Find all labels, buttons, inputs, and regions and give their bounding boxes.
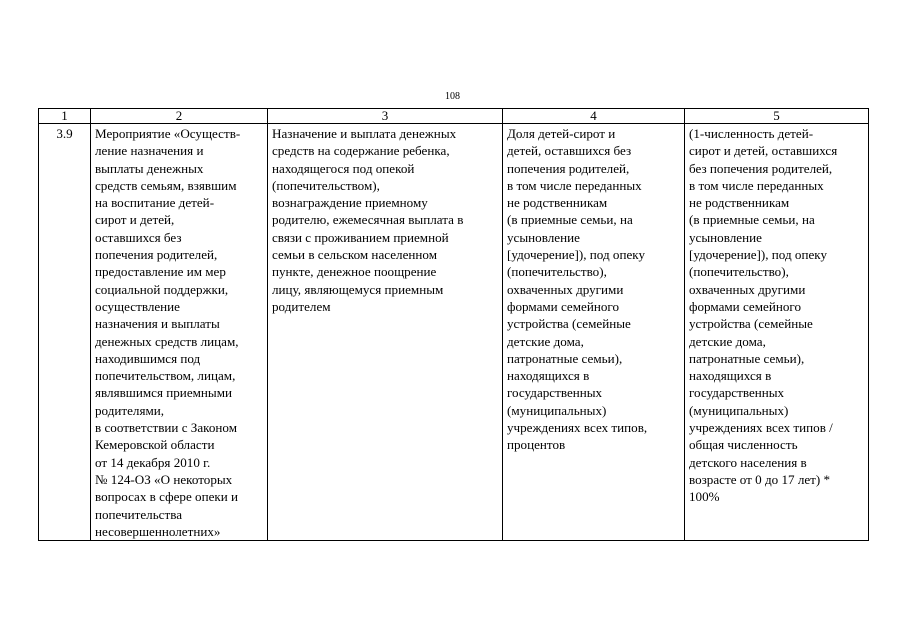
header-cell-2: 2 bbox=[91, 109, 268, 124]
purpose-cell bbox=[268, 124, 503, 541]
row-number: 3.9 bbox=[56, 126, 73, 141]
indicator-text: Доля детей-сирот и детей, оставшихся без попечения родителей, в том числе переданных не родственникам (в приемные семьи, на усыновление [удочерение]), под опеку (попечительство), охваченных другими формами семейного устройства (семейные детские дома, патронатные семьи), находящихся в государственных (муниципальных) учреждениях всех типов, процентов bbox=[507, 126, 648, 453]
purpose-text: Назначение и выплата денежных средств на содержание ребенка, находящегося под опекой (попечительством), вознаграждение приемному родителю, ежемесячная выплата в связи с проживанием приемной семьи в сельском населенном пункте, денежное поощрение лицу, являющемуся приемным родителем bbox=[272, 126, 464, 314]
indicator-cell bbox=[503, 124, 685, 541]
table-header-row bbox=[39, 109, 869, 124]
row-number-cell bbox=[39, 124, 91, 541]
measure-cell bbox=[91, 124, 268, 541]
measure-text: Мероприятие «Осуществ- ление назначения и выплаты денежных средств семьям, взявшим на воспитание детей- сирот и детей, оставшихся без попечения родителей, предоставление им мер социальной поддержки, осуществление назначения и выплаты денежных средств лицам, находившимся под попечительством, лицам, являвшимся приемными родителями, в соответствии с Законом Кемеровской области от 14 декабря 2010 г. № 124-ОЗ «О некоторых вопросах в сфере опеки и попечительства несовершеннолетних» bbox=[95, 126, 241, 539]
page-number: 108 bbox=[445, 91, 460, 102]
formula-text: (1-численность детей- сирот и детей, оставшихся без попечения родителей, в том числе переданных не родственникам (в приемные семьи, на усыновление [удочерение]), под опеку (попечительство), охваченных другими формами семейного устройства (семейные детские дома, патронатные семьи), находящихся в государственных (муниципальных) учреждениях всех типов / общая численность детского населения в возрасте от 0 до 17 лет) * 100% bbox=[689, 126, 838, 505]
document-table bbox=[38, 108, 869, 541]
header-cell-4: 4 bbox=[503, 109, 685, 124]
table-row bbox=[39, 124, 869, 541]
header-cell-3: 3 bbox=[268, 109, 503, 124]
header-cell-5: 5 bbox=[685, 109, 869, 124]
header-cell-1: 1 bbox=[39, 109, 91, 124]
formula-cell bbox=[685, 124, 869, 541]
